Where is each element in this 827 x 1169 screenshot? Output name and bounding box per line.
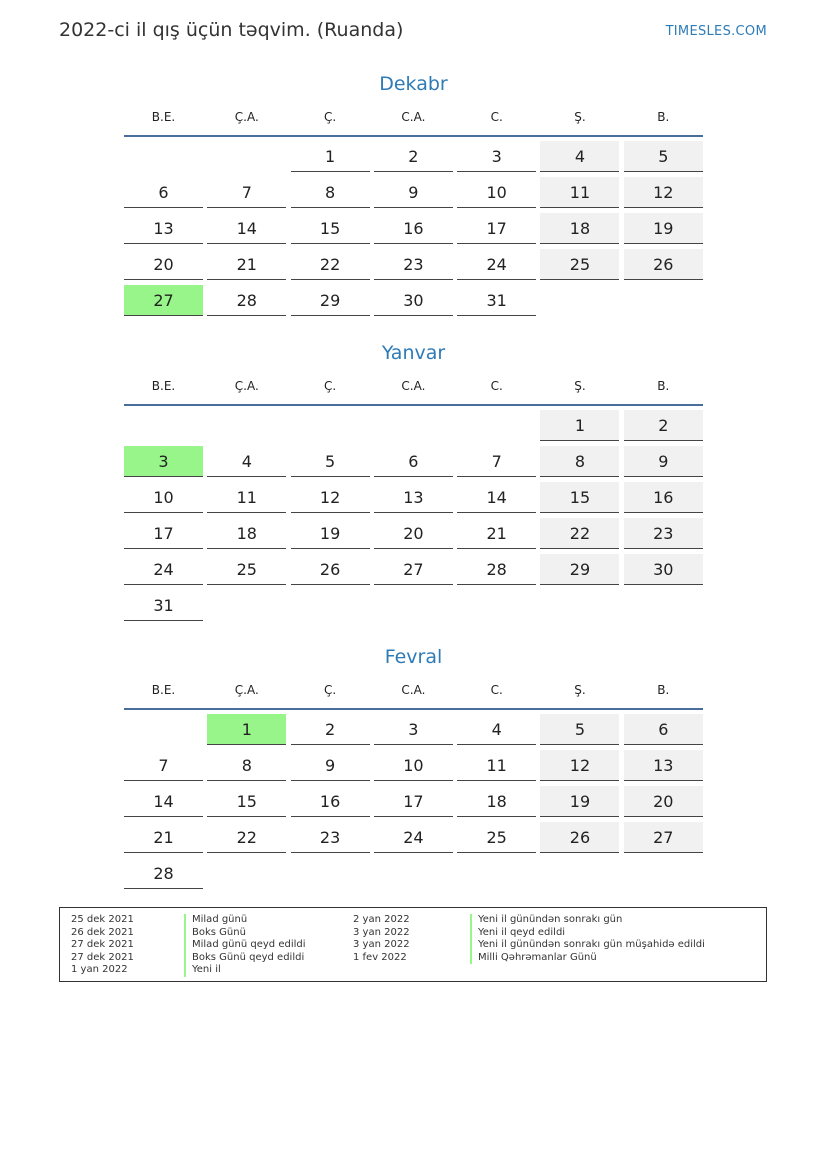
day-cell: 8 [540,446,619,477]
weekday-header [124,680,703,700]
day-cell: 12 [291,482,370,513]
legend-holiday-name: Milad günü [192,914,248,925]
weekday-label: Ç. [323,683,337,697]
day-cell: 6 [124,177,203,208]
day-cell: 15 [540,482,619,513]
day-cell: 5 [624,141,703,172]
weekday-label: C. [490,683,503,697]
day-cell: 5 [291,446,370,477]
day-cell: 20 [124,249,203,280]
month-fevral [124,643,703,889]
legend-left-dates [71,914,134,977]
weekday-label: Ç.A. [234,379,259,393]
empty-cell [207,590,286,621]
legend-date: 3 yan 2022 [353,926,410,938]
day-cell: 17 [457,213,536,244]
day-grid [124,714,703,889]
legend-holiday-name: Yeni il qeyd edildi [478,926,566,938]
holiday-day-cell: 2 [624,410,703,441]
empty-cell [374,858,453,889]
weekday-label: B.E. [151,110,176,124]
weekday-label: C.A. [401,110,426,124]
legend-date: 25 dek 2021 [71,914,134,925]
day-cell: 4 [207,446,286,477]
legend-left-names [192,914,306,977]
holiday-legend [59,907,767,982]
empty-cell [207,410,286,441]
empty-cell [291,410,370,441]
day-cell: 25 [457,822,536,853]
empty-cell [207,141,286,172]
day-cell: 20 [374,518,453,549]
day-cell: 11 [207,482,286,513]
empty-cell [291,858,370,889]
day-cell: 23 [374,249,453,280]
day-cell: 3 [457,141,536,172]
header-divider [124,135,703,137]
day-cell: 5 [540,714,619,745]
day-cell: 24 [124,554,203,585]
day-cell: 28 [457,554,536,585]
day-cell: 22 [291,249,370,280]
day-cell: 21 [457,518,536,549]
weekday-label: B.E. [151,683,176,697]
day-cell: 2 [374,141,453,172]
day-cell: 9 [291,750,370,781]
day-cell: 10 [124,482,203,513]
weekday-label: B. [657,683,670,697]
day-cell: 18 [207,518,286,549]
header-divider [124,404,703,406]
day-cell: 21 [207,249,286,280]
day-cell: 15 [207,786,286,817]
holiday-day-cell: 25 [540,249,619,280]
legend-date: 27 dek 2021 [71,939,134,951]
day-cell: 14 [124,786,203,817]
weekday-label: Ş. [574,683,586,697]
empty-cell [624,590,703,621]
day-cell: 6 [624,714,703,745]
holiday-day-cell: 1 [540,410,619,441]
empty-cell [624,858,703,889]
weekday-label: Ç.A. [234,110,259,124]
day-cell: 14 [457,482,536,513]
weekday-label: Ş. [574,110,586,124]
brand-link[interactable]: TIMESLES.COM [665,24,767,39]
weekday-label: C.A. [401,379,426,393]
day-cell: 3 [374,714,453,745]
day-cell: 28 [207,285,286,316]
day-cell: 4 [457,714,536,745]
legend-date: 27 dek 2021 [71,951,134,963]
month-name: Fevral [384,646,443,668]
day-cell: 19 [291,518,370,549]
day-cell: 23 [624,518,703,549]
empty-cell [124,410,203,441]
day-cell: 1 [291,141,370,172]
day-cell: 16 [624,482,703,513]
day-cell: 24 [374,822,453,853]
day-cell: 14 [207,213,286,244]
legend-date: 1 fev 2022 [353,951,407,963]
legend-right-names [478,914,705,964]
legend-holiday-name: Milad günü qeyd edildi [192,939,306,951]
empty-cell [207,858,286,889]
weekday-label: C.A. [401,683,426,697]
day-cell: 16 [291,786,370,817]
day-cell: 11 [540,177,619,208]
weekday-label: Ç. [323,379,337,393]
legend-right-marker [470,914,472,964]
month-name: Dekabr [379,73,448,95]
day-cell: 26 [540,822,619,853]
empty-cell [540,590,619,621]
empty-cell [457,858,536,889]
weekday-label: C. [490,379,503,393]
day-cell: 11 [457,750,536,781]
day-cell: 18 [540,213,619,244]
day-cell: 10 [374,750,453,781]
weekday-label: Ç.A. [234,683,259,697]
weekday-label: B. [657,110,670,124]
day-cell: 10 [457,177,536,208]
day-cell: 2 [291,714,370,745]
day-cell: 27 [374,554,453,585]
weekday-label: C. [490,110,503,124]
day-cell: 8 [291,177,370,208]
day-cell: 7 [457,446,536,477]
day-cell: 26 [291,554,370,585]
day-cell: 17 [374,786,453,817]
legend-right-dates [353,914,410,964]
day-cell: 7 [124,750,203,781]
page-title: 2022-ci il qış üçün təqvim. (Ruanda) [59,19,404,41]
day-cell: 27 [624,822,703,853]
legend-date: 1 yan 2022 [71,964,128,976]
month-yanvar [124,339,703,621]
day-grid [124,141,703,316]
empty-cell [540,858,619,889]
day-cell: 13 [624,750,703,781]
legend-left-marker [184,914,186,977]
empty-cell [124,714,203,745]
day-cell: 20 [624,786,703,817]
month-name: Yanvar [381,342,446,364]
day-cell: 9 [624,446,703,477]
day-cell: 29 [540,554,619,585]
weekday-label: B. [657,379,670,393]
day-cell: 18 [457,786,536,817]
empty-cell [457,590,536,621]
legend-holiday-name: Yeni il [192,964,221,976]
day-cell: 8 [207,750,286,781]
legend-holiday-name: Yeni il günündən sonrakı gün müşahidə edildi [478,939,705,951]
day-cell: 15 [291,213,370,244]
header-divider [124,708,703,710]
day-cell: 31 [457,285,536,316]
weekday-label: Ç. [323,110,337,124]
empty-cell [624,285,703,316]
day-cell: 24 [457,249,536,280]
empty-cell [124,141,203,172]
holiday-day-cell: 3 [124,446,203,477]
day-cell: 22 [540,518,619,549]
day-cell: 30 [624,554,703,585]
legend-date: 2 yan 2022 [353,914,410,925]
empty-cell [457,410,536,441]
day-cell: 4 [540,141,619,172]
legend-holiday-name: Yeni il günündən sonrakı gün [478,914,623,925]
legend-holiday-name: Boks Günü [192,926,246,938]
empty-cell [540,285,619,316]
day-cell: 21 [124,822,203,853]
day-cell: 30 [374,285,453,316]
day-cell: 19 [540,786,619,817]
day-cell: 29 [291,285,370,316]
legend-holiday-name: Boks Günü qeyd edildi [192,951,305,963]
day-cell: 25 [207,554,286,585]
day-cell: 12 [540,750,619,781]
day-cell: 6 [374,446,453,477]
day-cell: 28 [124,858,203,889]
day-cell: 13 [124,213,203,244]
empty-cell [374,410,453,441]
legend-date: 26 dek 2021 [71,926,134,938]
weekday-header [124,107,703,127]
day-grid [124,410,703,621]
weekday-header [124,376,703,396]
month-dekabr [124,70,703,316]
day-cell: 22 [207,822,286,853]
day-cell: 17 [124,518,203,549]
day-cell: 19 [624,213,703,244]
holiday-day-cell: 1 [207,714,286,745]
day-cell: 7 [207,177,286,208]
legend-date: 3 yan 2022 [353,939,410,951]
empty-cell [291,590,370,621]
holiday-day-cell: 27 [124,285,203,316]
day-cell: 31 [124,590,203,621]
day-cell: 12 [624,177,703,208]
weekday-label: Ş. [574,379,586,393]
day-cell: 13 [374,482,453,513]
holiday-day-cell: 26 [624,249,703,280]
day-cell: 9 [374,177,453,208]
day-cell: 16 [374,213,453,244]
weekday-label: B.E. [151,379,176,393]
legend-holiday-name: Milli Qəhrəmanlar Günü [478,951,597,963]
day-cell: 23 [291,822,370,853]
empty-cell [374,590,453,621]
